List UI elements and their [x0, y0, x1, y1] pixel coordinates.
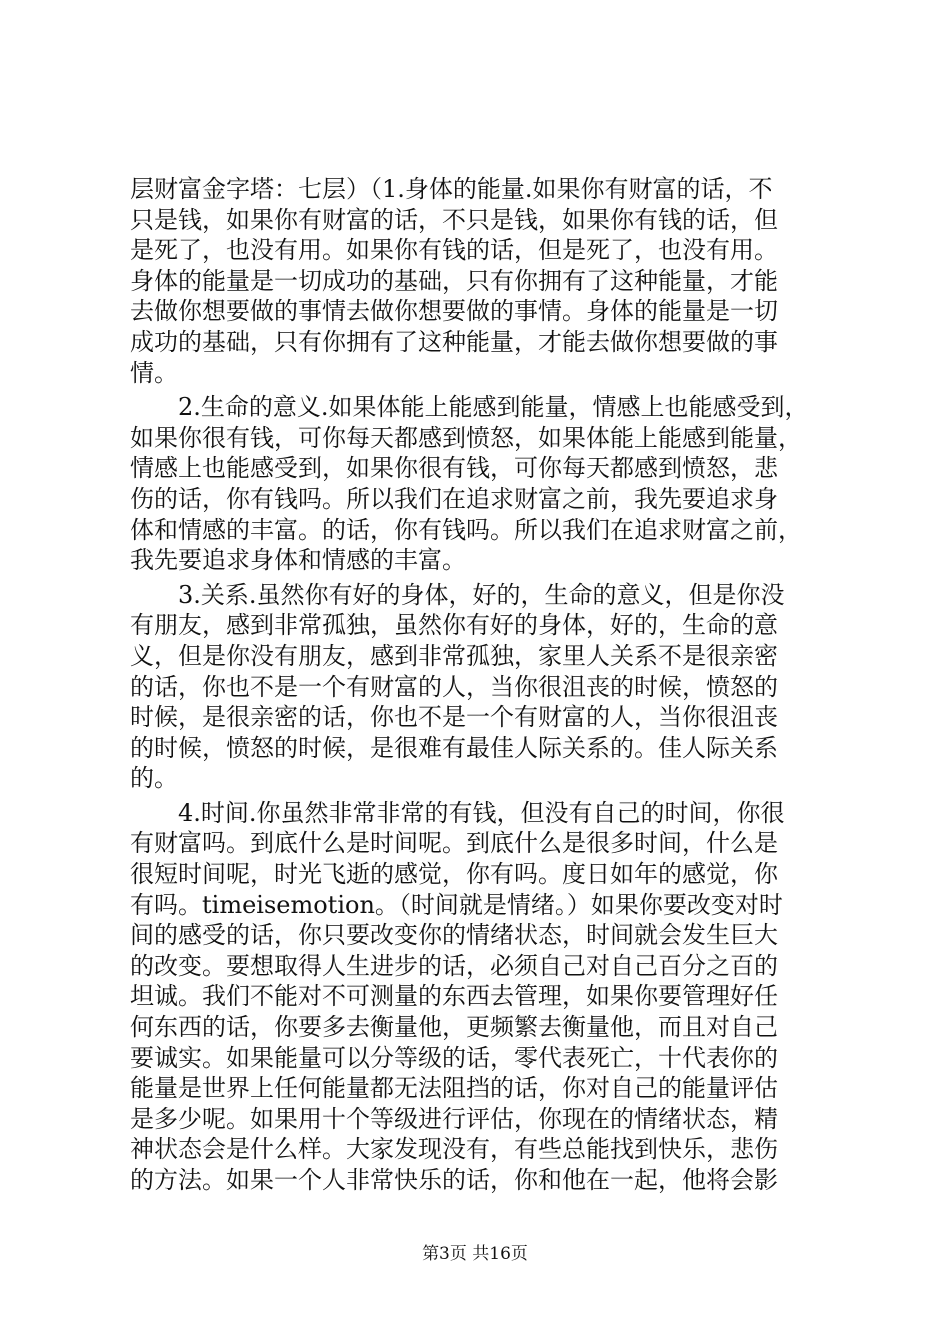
text-line: 只是钱，如果你有财富的话，不只是钱，如果你有钱的话，但 — [130, 205, 778, 234]
page-number-footer: 第3页 共16页 — [422, 1244, 528, 1264]
text-line: 层财富金字塔：七层）（1.身体的能量.如果你有财富的话，不 — [130, 175, 773, 203]
text-line: 的时候，愤怒的时候，是很难有最佳人际关系的。佳人际关系 — [130, 733, 778, 762]
text-line: 的改变。要想取得人生进步的话，必须自己对自己百分之百的 — [130, 951, 778, 980]
text-line: 成功的基础，只有你拥有了这种能量，才能去做你想要做的事 — [130, 327, 778, 356]
text-line: 伤的话，你有钱吗。所以我们在追求财富之前，我先要追求身 — [130, 484, 778, 513]
text-line: 4.时间.你虽然非常非常的有钱，但没有自己的时间，你很 — [130, 798, 785, 827]
text-line: 很短时间呢，时光飞逝的感觉，你有吗。度日如年的感觉，你 — [130, 860, 778, 889]
text-line: 情。 — [130, 358, 178, 387]
text-line: 有吗。timeisemotion。（时间就是情绪。）如果你要改变对时 — [130, 890, 783, 919]
body-text — [130, 174, 830, 1196]
text-line: 时候，是很亲密的话，你也不是一个有财富的人，当你很沮丧 — [130, 703, 778, 732]
text-line: 何东西的话，你要多去衡量他，更频繁去衡量他，而且对自己 — [130, 1013, 778, 1042]
text-line: 是死了，也没有用。如果你有钱的话，但是死了，也没有用。 — [130, 236, 778, 265]
text-line: 有朋友，感到非常孤独，虽然你有好的身体，好的，生命的意 — [130, 611, 778, 640]
text-line: 的方法。如果一个人非常快乐的话，你和他在一起，他将会影 — [130, 1166, 778, 1194]
text-line: 去做你想要做的事情去做你想要做的事情。身体的能量是一切 — [130, 297, 778, 326]
text-line: 间的感受的话，你只要改变你的情绪状态，时间就会发生巨大 — [130, 921, 778, 950]
text-line: 身体的能量是一切成功的基础，只有你拥有了这种能量，才能 — [130, 266, 778, 295]
text-line: 体和情感的丰富。的话，你有钱吗。所以我们在追求财富之前， — [130, 515, 802, 544]
text-line: 情感上也能感受到，如果你很有钱，可你每天都感到愤怒，悲 — [130, 454, 778, 483]
text-line: 我先要追求身体和情感的丰富。 — [130, 546, 466, 575]
text-line: 的。 — [130, 764, 178, 793]
text-line: 坦诚。我们不能对不可测量的东西去管理，如果你要管理好任 — [130, 982, 778, 1011]
text-line: 能量是世界上任何能量都无法阻挡的话，你对自己的能量评估 — [130, 1074, 778, 1103]
text-line: 要诚实。如果能量可以分等级的话，零代表死亡，十代表你的 — [130, 1043, 778, 1072]
text-line: 神状态会是什么样。大家发现没有，有些总能找到快乐，悲伤 — [130, 1135, 778, 1164]
text-line: 是多少呢。如果用十个等级进行评估，你现在的情绪状态，精 — [130, 1104, 778, 1133]
text-line: 2.生命的意义.如果体能上能感到能量，情感上也能感受到， — [130, 393, 809, 422]
text-line: 的话，你也不是一个有财富的人，当你很沮丧的时候，愤怒的 — [130, 672, 778, 701]
text-line: 如果你很有钱，可你每天都感到愤怒，如果体能上能感到能量， — [130, 423, 802, 452]
text-line: 义，但是你没有朋友，感到非常孤独，家里人关系不是很亲密 — [130, 641, 778, 670]
text-line: 3.关系.虽然你有好的身体，好的，生命的意义，但是你没 — [130, 580, 785, 609]
text-line: 有财富吗。到底什么是时间呢。到底什么是很多时间，什么是 — [130, 829, 778, 858]
